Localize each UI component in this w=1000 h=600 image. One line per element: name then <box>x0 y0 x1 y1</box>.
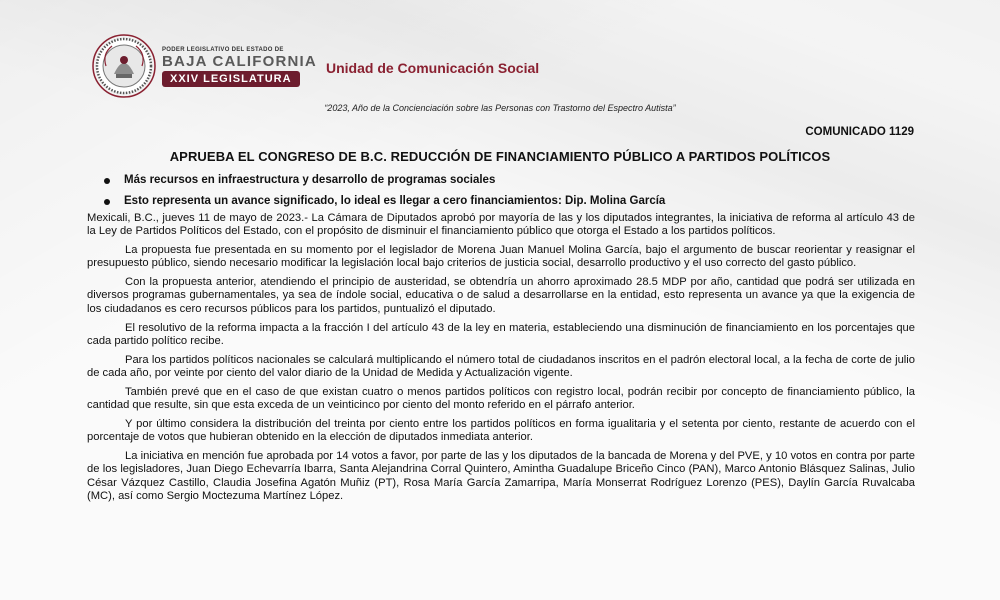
unit-title: Unidad de Comunicación Social <box>326 60 540 76</box>
paragraph: La propuesta fue presentada en su momento por el legislador de Morena Juan Manuel Molina García, bajo el argumento de buscar reorientar y reasignar el presupuesto público, siendo necesario modificar la legislación local bajo criterios de justicia social, desarrollo productivo y el uso correcto del gasto público. <box>87 244 915 270</box>
congress-seal-icon <box>92 34 156 98</box>
paragraph: Con la propuesta anterior, atendiendo el principio de austeridad, se obtendría un ahorro aproximado 28.5 MDP por año, cantidad que podrá ser utilizada en diversos programas gubernamentales, ya sea de índole social, educativa o de salud a desarrollarse en la entidad, esto representa un avance ya que la exigencia de los ciudadanos es cero recursos públicos para los partidos, puntualizó el diputado. <box>87 276 915 315</box>
bullet-text: Esto representa un avance significado, lo ideal es llegar a cero financiamientos: Dip. Molina García <box>124 195 666 207</box>
year-motto: “2023, Año de la Concienciación sobre las Personas con Trastorno del Espectro Autista” <box>324 103 676 113</box>
brand-small-text: PODER LEGISLATIVO DEL ESTADO DE <box>162 47 284 53</box>
bullet-icon <box>104 178 110 184</box>
brand-block <box>162 47 317 87</box>
bullet-item <box>104 191 665 212</box>
paragraph: También prevé que en el caso de que existan cuatro o menos partidos políticos con registro local, podrán recibir por concepto de financiamiento público, la cantidad que resulte, sin que esta exceda de un veinticinco por ciento del monto referido en el párrafo anterior. <box>87 385 915 412</box>
comunicado-number: COMUNICADO 1129 <box>805 126 914 138</box>
bullet-text: Más recursos en infraestructura y desarrollo de programas sociales <box>124 174 496 186</box>
article-body <box>87 212 915 509</box>
paragraph: Para los partidos políticos nacionales se calculará multiplicando el número total de ciudadanos inscritos en el padrón electoral local, a la fecha de corte de julio de cada año, por veinte por ciento del valor diario de la Unidad de Medida y Actualización vigente. <box>87 353 915 379</box>
paragraph: El resolutivo de la reforma impacta a la fracción I del artículo 43 de la ley en materia, estableciendo una disminución de financiamiento en los porcentajes que cada partido político recibe. <box>87 321 915 347</box>
legislature-badge: XXIV LEGISLATURA <box>162 71 300 87</box>
header <box>92 34 932 100</box>
paragraph: Mexicali, B.C., jueves 11 de mayo de 2023.- La Cámara de Diputados aprobó por mayoría de las y los diputados integrantes, la iniciativa de reforma al artículo 43 de la Ley de Partidos Políticos del Estado, con el propósito de disminuir el financiamiento público que otorga el Estado a los partidos políticos. <box>87 212 915 238</box>
bullet-item <box>104 170 665 191</box>
bullet-icon <box>104 199 110 205</box>
brand-main-text: BAJA CALIFORNIA <box>162 53 317 70</box>
paragraph: La iniciativa en mención fue aprobada por 14 votos a favor, por parte de las y los diputados de la bancada de Morena y del PVE, y 10 votos en contra por parte de los legisladores, Juan Diego Echevarría Ibarra, Santa Alejandrina Corral Quintero, Amintha Guadalupe Briceño Cinco (PAN), Marco Antonio Blásquez Salinas, Julio César Vázquez Castillo, Claudia Josefina Agatón Muñiz (PT), Rosa María García Zamarripa, María Monserrat Rodríguez Lorenzo (PES), Daylín García Ruvalcaba (MC), así como Sergio Moctezuma Martínez López. <box>87 449 915 502</box>
bullet-list <box>104 170 665 212</box>
paragraph: Y por último considera la distribución del treinta por ciento entre los partidos políticos en forma igualitaria y el setenta por ciento, restante de acuerdo con el porcentaje de votos que hubieran obtenido en la elección de diputados inmediata anterior. <box>87 417 915 444</box>
headline: APRUEBA EL CONGRESO DE B.C. REDUCCIÓN DE FINANCIAMIENTO PÚBLICO A PARTIDOS POLÍTICOS <box>169 149 831 164</box>
